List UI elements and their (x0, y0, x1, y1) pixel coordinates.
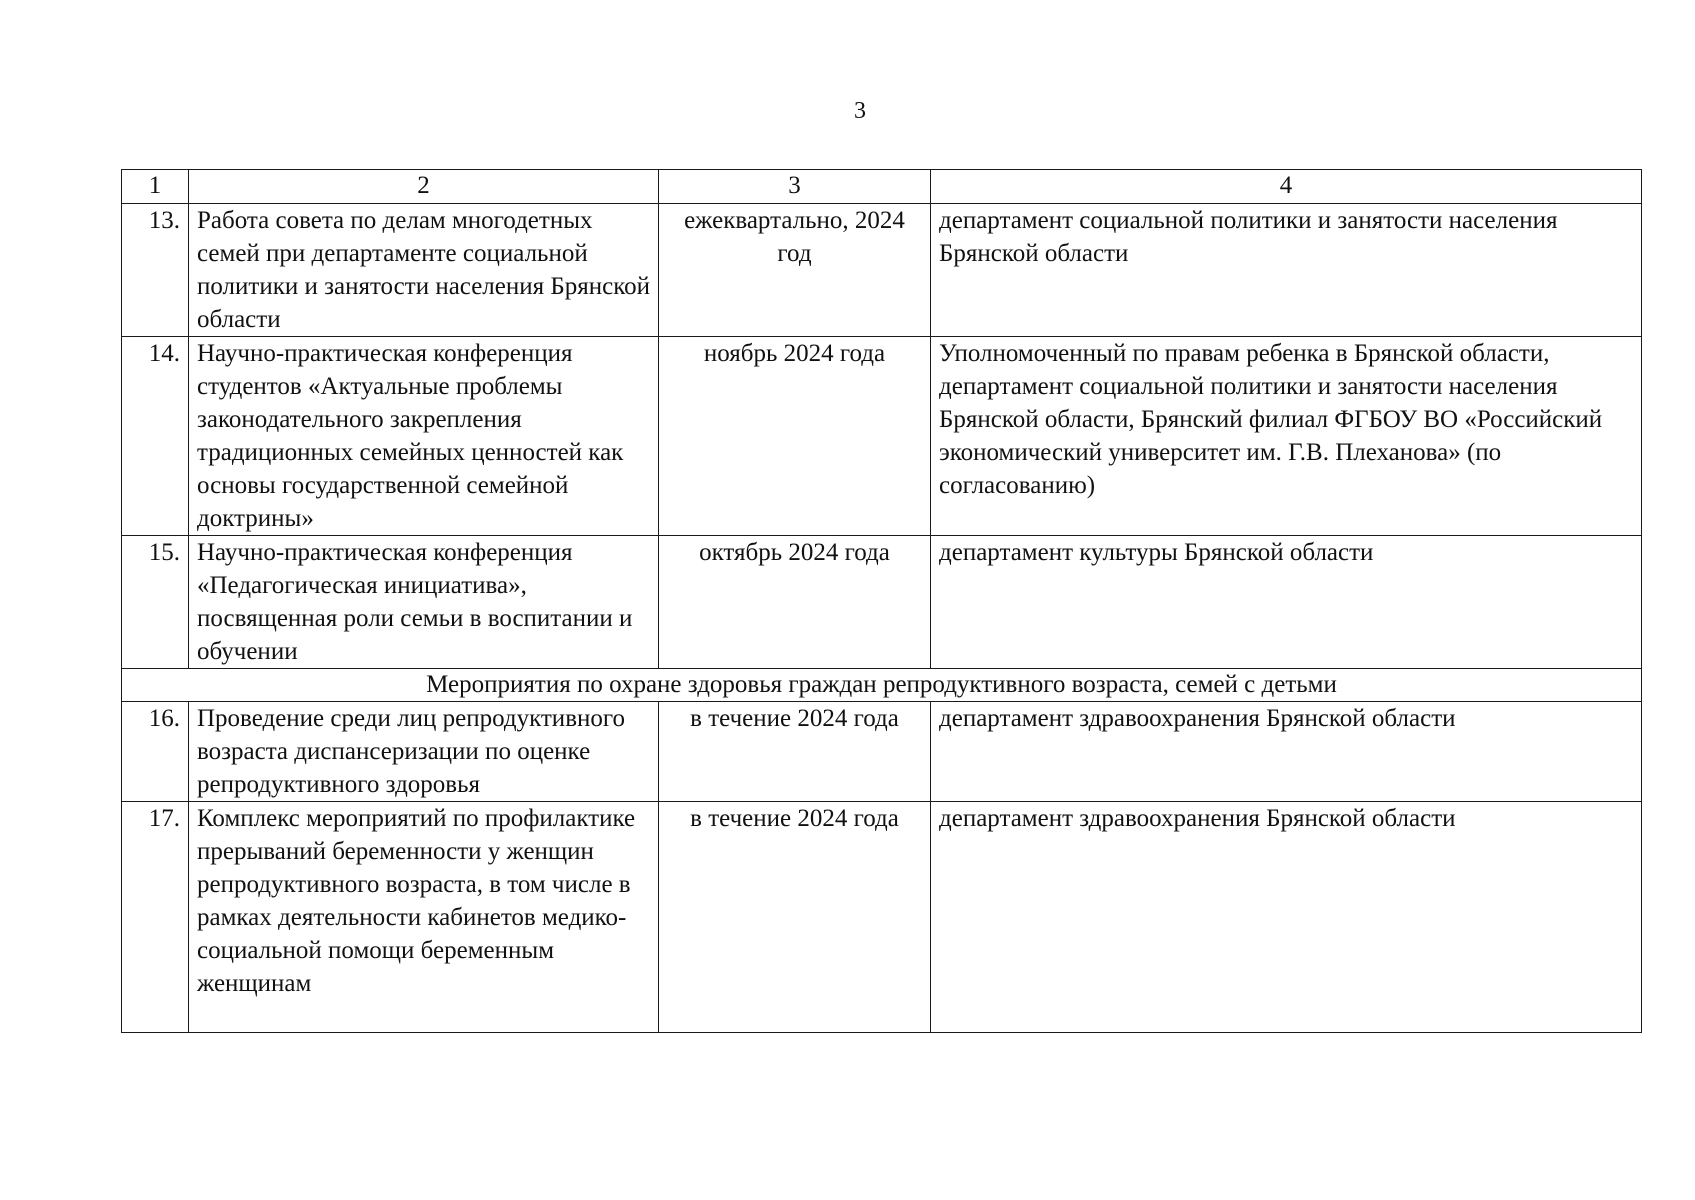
event-date: в течение 2024 года (659, 702, 931, 802)
section-row (122, 669, 1642, 702)
table-row (122, 536, 1642, 669)
table-header-row (122, 170, 1642, 204)
table-row (122, 802, 1642, 1033)
responsible-party: департамент социальной политики и занятости населения Брянской области (931, 204, 1642, 337)
header-cell-4: 4 (931, 170, 1642, 204)
event-name: Научно-практическая конференция «Педагогическая инициатива», посвященная роли семьи в воспитании и обучении (189, 536, 659, 669)
table-row (122, 337, 1642, 536)
row-number: 13. (122, 204, 189, 337)
header-cell-1: 1 (122, 170, 189, 204)
responsible-party: департамент здравоохранения Брянской области (931, 702, 1642, 802)
responsible-party: департамент здравоохранения Брянской области (931, 802, 1642, 1033)
event-date: ежеквартально, 2024 год (659, 204, 931, 337)
table-row (122, 204, 1642, 337)
row-number: 16. (122, 702, 189, 802)
row-number: 14. (122, 337, 189, 536)
event-name: Работа совета по делам многодетных семей при департаменте социальной политики и занятости населения Брянской области (189, 204, 659, 337)
header-cell-2: 2 (189, 170, 659, 204)
header-cell-3: 3 (659, 170, 931, 204)
responsible-party: департамент культуры Брянской области (931, 536, 1642, 669)
event-name: Научно-практическая конференция студентов «Актуальные проблемы законодательного закрепления традиционных семейных ценностей как основы государственной семейной доктрины» (189, 337, 659, 536)
row-number: 15. (122, 536, 189, 669)
event-date: в течение 2024 года (659, 802, 931, 1033)
event-name: Проведение среди лиц репродуктивного возраста диспансеризации по оценке репродуктивного здоровья (189, 702, 659, 802)
event-date: ноябрь 2024 года (659, 337, 931, 536)
page-number: 3 (854, 98, 866, 124)
table-row (122, 702, 1642, 802)
section-heading: Мероприятия по охране здоровья граждан репродуктивного возраста, семей с детьми (122, 669, 1642, 702)
responsible-party: Уполномоченный по правам ребенка в Брянской области, департамент социальной политики и занятости населения Брянской области, Брянский филиал ФГБОУ ВО «Российский экономический университет им. Г.В. Плеханова» (по согласованию) (931, 337, 1642, 536)
events-table (121, 169, 1642, 1033)
row-number: 17. (122, 802, 189, 1033)
event-name: Комплекс мероприятий по профилактике прерываний беременности у женщин репродуктивного возраста, в том числе в рамках деятельности кабинетов медико-социальной помощи беременным женщинам (189, 802, 659, 1033)
event-date: октябрь 2024 года (659, 536, 931, 669)
